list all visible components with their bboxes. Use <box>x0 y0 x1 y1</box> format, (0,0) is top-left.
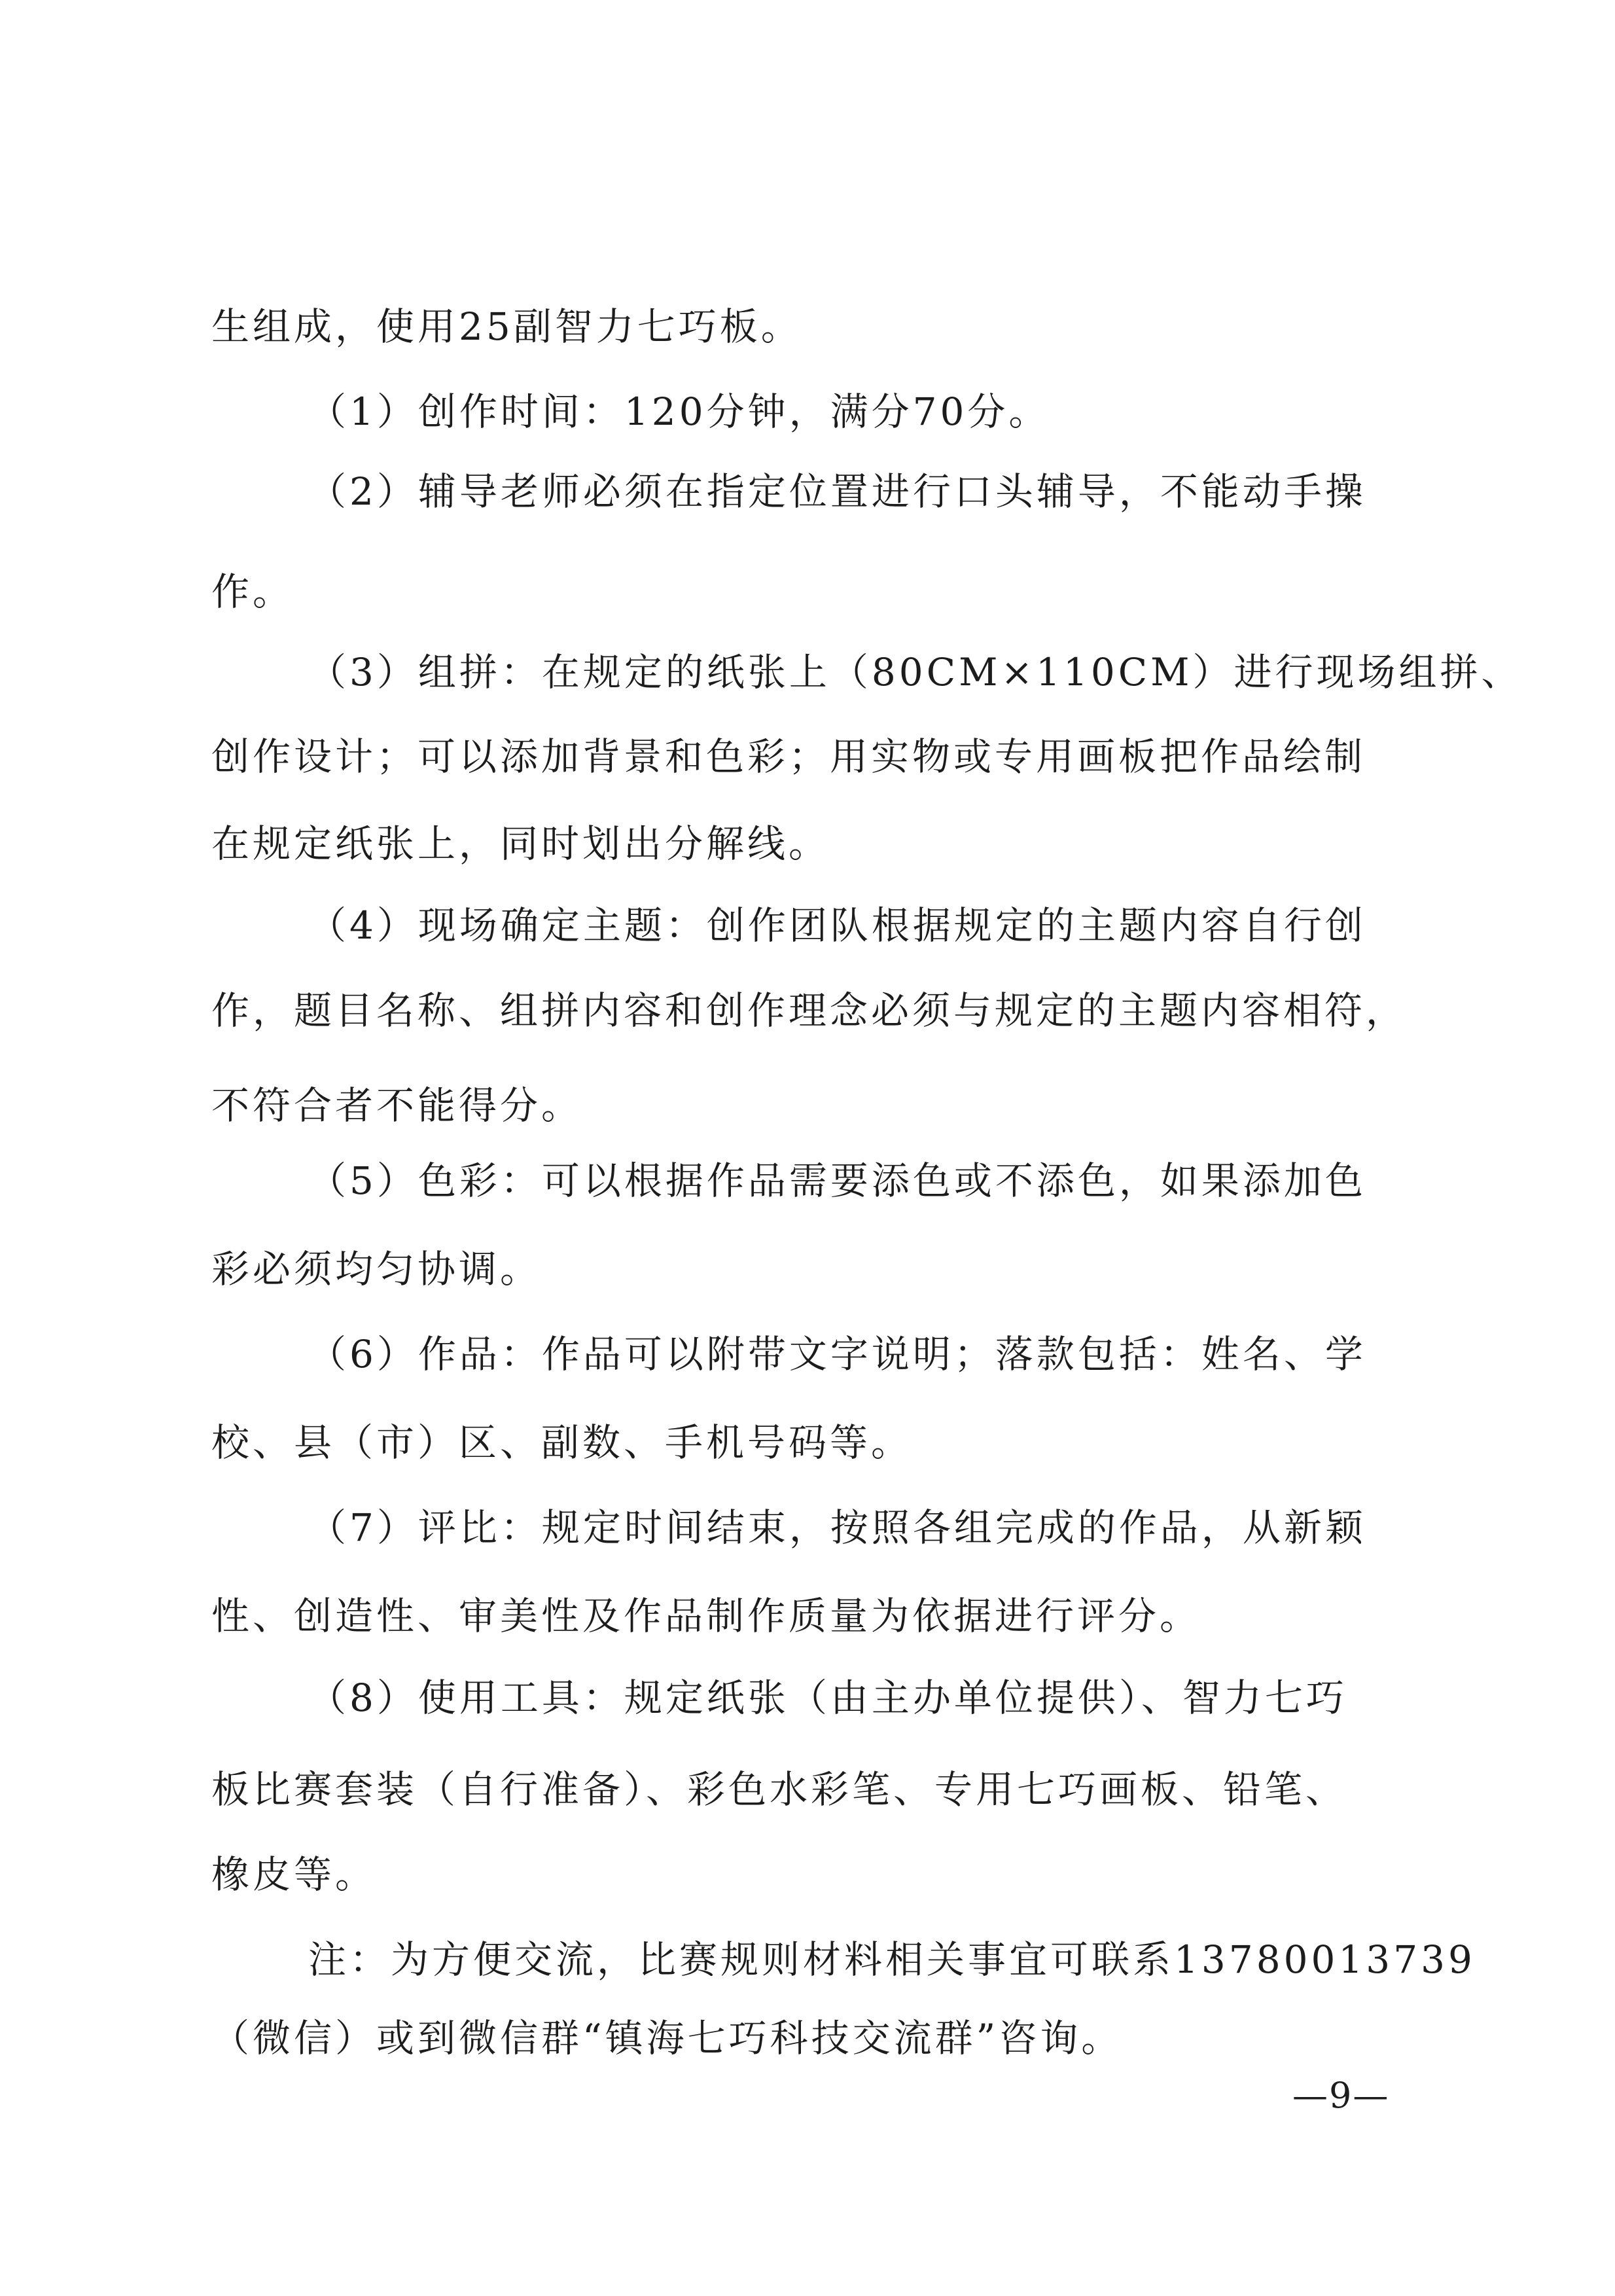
contact-note: 注：为方便交流，比赛规则材料相关事宜可联系13780013739 <box>308 1937 1476 1982</box>
rule-3-assembly: （3）组拼：在规定的纸张上（80CM×110CM）进行现场组拼、 <box>308 650 1523 694</box>
rule-4-theme: （4）现场确定主题：创作团队根据规定的主题内容自行创 <box>308 903 1366 948</box>
rule-4-continuation-1: 作，题目名称、组拼内容和创作理念必须与规定的主题内容相符， <box>211 988 1408 1033</box>
rule-5-continuation: 彩必须均匀协调。 <box>211 1247 542 1291</box>
page-number: —9— <box>1292 2075 1390 2116</box>
document-body <box>211 0 1523 2296</box>
rule-3-continuation-2: 在规定纸张上，同时划出分解线。 <box>211 821 830 866</box>
rule-8-continuation-1: 板比赛套装（自行准备）、彩色水彩笔、专用七巧画板、铅笔、 <box>211 1767 1347 1812</box>
rule-6-continuation: 校、县（市）区、副数、手机号码等。 <box>211 1420 913 1465</box>
rule-5-color: （5）色彩：可以根据作品需要添色或不添色，如果添加色 <box>308 1158 1366 1203</box>
paragraph-line-intro: 生组成，使用25副智力七巧板。 <box>211 304 802 349</box>
rule-1-creation-time: （1）创作时间：120分钟，满分70分。 <box>308 389 1050 434</box>
rule-3-continuation-1: 创作设计；可以添加背景和色彩；用实物或专用画板把作品绘制 <box>211 734 1366 779</box>
rule-6-works: （6）作品：作品可以附带文字说明；落款包括：姓名、学 <box>308 1332 1366 1376</box>
rule-4-continuation-2: 不符合者不能得分。 <box>211 1083 583 1128</box>
rule-8-continuation-2: 橡皮等。 <box>211 1852 377 1897</box>
rule-8-tools: （8）使用工具：规定纸张（由主办单位提供）、智力七巧 <box>308 1676 1347 1720</box>
rule-7-continuation: 性、创造性、审美性及作品制作质量为依据进行评分。 <box>211 1594 1201 1638</box>
rule-7-judging: （7）评比：规定时间结束，按照各组完成的作品，从新颖 <box>308 1505 1366 1550</box>
rule-2-teacher-guidance: （2）辅导老师必须在指定位置进行口头辅导，不能动手操 <box>308 469 1366 514</box>
rule-2-continuation: 作。 <box>211 569 294 614</box>
contact-note-continuation: （微信）或到微信群“镇海七巧科技交流群”咨询。 <box>211 2016 1123 2060</box>
